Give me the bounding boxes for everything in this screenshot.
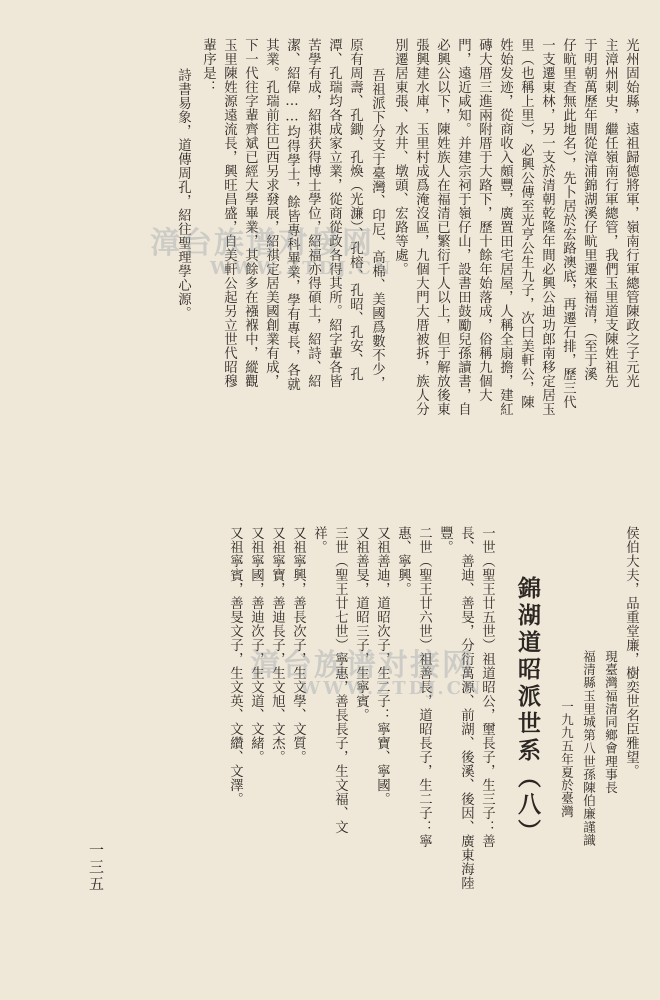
watermark-url: WWW.ZTDJ.CN — [210, 258, 394, 279]
text-column: 惠、寧興。 — [395, 526, 411, 596]
watermark-text: 漳台族谱对接网 — [150, 226, 374, 261]
text-column: 別遷居東張、水井、墩頭、宏路等處。 — [392, 38, 408, 276]
text-column: 又祖寧寶，善迪長子，生文旭、文杰。 — [269, 526, 285, 764]
text-column: 張興建水庫，玉里村成爲淹沒區，九個大門大厝被拆，族人分 — [413, 38, 429, 416]
text-column: 姓始发迹，從商收入頗豐，廣置田宅居屋，人稱全扇擔，建紅 — [497, 38, 513, 416]
signature-title: 現臺灣福清同鄉會理事長 — [603, 650, 619, 795]
watermark-text: 漳台族谱对接网 — [250, 648, 474, 683]
text-column: 又祖善旻，道昭三子，生寧賓。 — [353, 526, 369, 722]
text-column: 苦學有成，紹祺获得博士學位，紹福亦得碩士，紹詩、紹 — [305, 38, 321, 388]
text-column: 必興公以下，陳姓族人在福清已繁衍千人以上，但于解放後東 — [434, 38, 450, 416]
text-column: 磚大厝三進兩附厝于大路下，歷十餘年始落成，俗稱九個大 — [476, 38, 492, 402]
text-column: 吾祖派下分支于臺灣、印尼、高棉、美國爲數不少， — [369, 68, 385, 390]
text-column: 下一代往字輩齊斌已經大學畢業，其餘多在襁褓中，縱觀 — [242, 38, 258, 388]
text-column: 詩書易象，道傳周孔，紹往聖理學心源。 — [175, 68, 191, 320]
text-column: 又祖寧興，善長次子，生文學、文質。 — [290, 526, 306, 764]
text-column: 輩序是： — [200, 38, 216, 94]
text-column: 玉里陳姓源遠流長，興旺昌盛，自美軒公起另立世代昭穆 — [221, 38, 237, 388]
text-column: 長、善迪、善旻，分衍萬源、前湖、後溪、後因、廣東海陸 — [458, 526, 474, 890]
text-column: 豐。 — [437, 526, 453, 554]
text-column: 一世（聖王廿五世）祖道昭公，壐長子，生三子：善 — [479, 526, 495, 848]
text-column: 侯伯大夫，品重堂廉，樹奕世名臣雅望。 — [623, 526, 639, 778]
text-column: 三世（聖王廿七世）寧惠，善長長子，生文福、文 — [332, 526, 348, 834]
text-column: 于明朝萬歷年間從漳浦錦湖溪仔㽘里遷來福清，（至于溪 — [581, 38, 597, 382]
text-column: 潭、孔瑞均各成家立業，從商從政各得其所。紹字輩各皆 — [326, 38, 342, 388]
text-column: 又祖寧國，善迪次子，生文道、文緒。 — [248, 526, 264, 764]
text-column: 一支遷東林，另一支於清朝乾隆年間必興公迪功郎南移定居玉 — [539, 38, 555, 416]
text-column: 里（也稱上里），必興公傳至光亨公生九子，次曰美軒公，陳 — [518, 38, 534, 410]
signature-date: 一九九五年夏於臺灣 — [559, 700, 575, 818]
text-column: 仔㽘里查無此地名），先卜居於宏路澳底，再遷石排，歷三代 — [560, 38, 576, 410]
signature-name: 福清縣玉里城第八世孫陳伯廉謹識 — [581, 650, 597, 847]
text-column: 又祖寧賓，善旻文子，生文英、文纘、文澤。 — [227, 526, 243, 806]
text-column: 原有周壽、孔鋤、孔煥（光濂）、孔榕、孔昭、孔安、孔 — [347, 38, 363, 382]
text-column: 二世（聖王廿六世）祖善長，道昭長子，生二子：寧 — [416, 526, 432, 848]
watermark-url: WWW.ZTDJ.CN — [300, 678, 484, 699]
text-column: 又祖善迪，道昭次子，生二子：寧寶、寧國。 — [374, 526, 390, 806]
section-title: 錦湖道昭派世系（八） — [514, 576, 541, 846]
text-column: 祥。 — [311, 526, 327, 554]
text-column: 潔、紹偉……均得學士，餘皆專科畢業，學有專長，各就 — [284, 38, 300, 392]
page-number: 一三五 — [87, 842, 105, 893]
text-column: 光州固始縣，遠祖歸德將軍，嶺南行軍總管陳政之子元光 — [623, 38, 639, 388]
text-column: 門，遠近咸知。并建宗祠于嶺仔山，設書田鼓勵兒孫讀書，自 — [455, 38, 471, 416]
text-column: 其業。孔瑞前往巴西另求發展，紹祺定居美國創業有成， — [263, 38, 279, 388]
text-column: 主漳州刺史，繼任嶺南行軍總管，我們玉里道支陳姓祖先 — [602, 38, 618, 388]
